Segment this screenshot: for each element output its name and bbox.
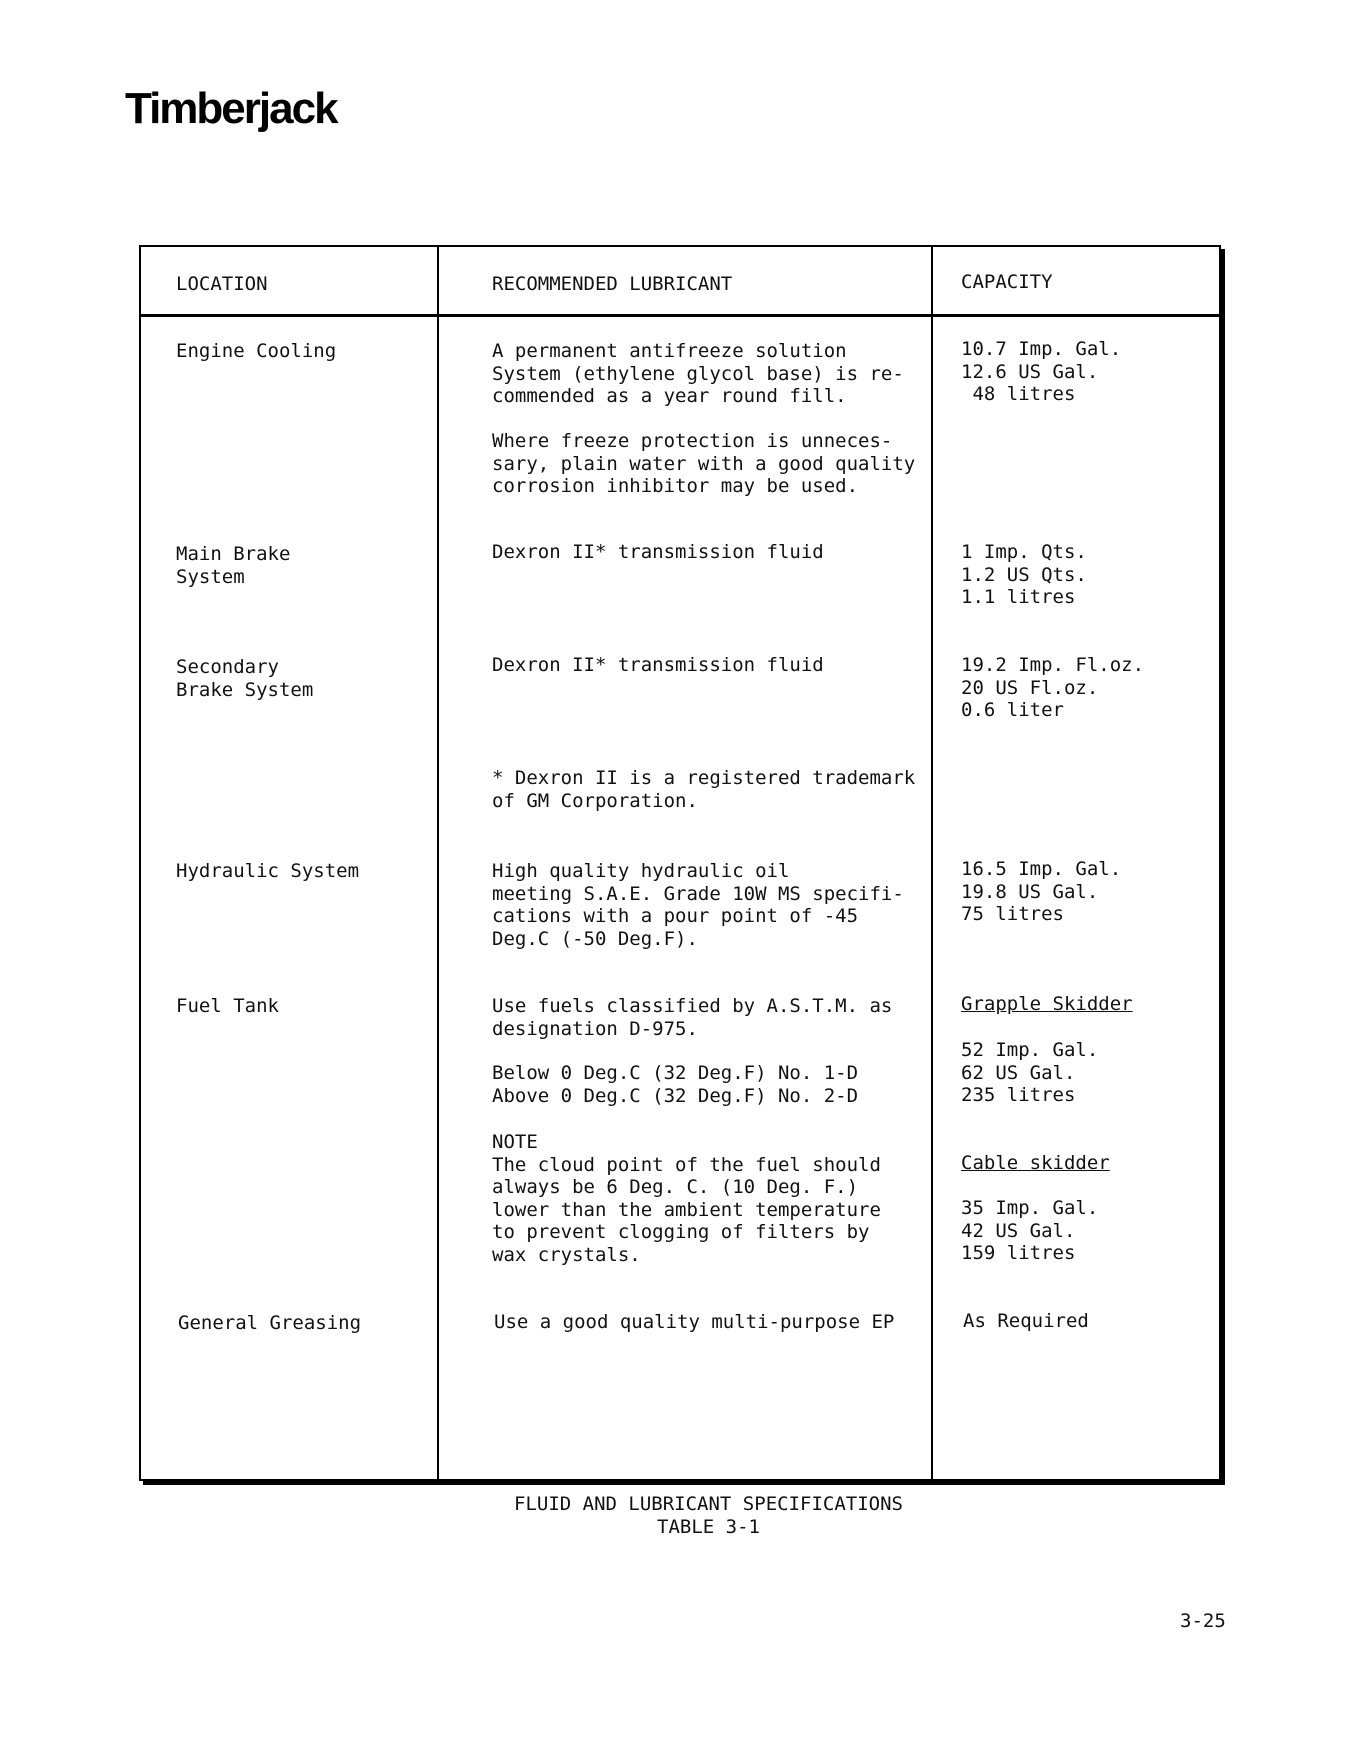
trademark-note: * Dexron II is a registered trademark of GM Corporation. — [492, 767, 916, 812]
capacity-cable-skidder: 35 Imp. Gal. 42 US Gal. 159 litres — [961, 1197, 1099, 1264]
lubricant-hydraulic: High quality hydraulic oil meeting S.A.E. Grade 10W MS specifi- cations with a pour point of -45 Deg.C (-50 Deg.F). — [492, 860, 904, 950]
header-location: LOCATION — [176, 273, 268, 295]
location-engine-cooling: Engine Cooling — [176, 340, 337, 362]
capacity-grapple-skidder: 52 Imp. Gal. 62 US Gal. 235 litres — [961, 1039, 1099, 1106]
column-divider — [931, 247, 933, 1479]
capacity-hydraulic: 16.5 Imp. Gal. 19.8 US Gal. 75 litres — [961, 858, 1122, 925]
lubricant-fuel-note: NOTE The cloud point of the fuel should always be 6 Deg. C. (10 Deg. F.) lower than the ambient temperature to prevent clogging of filters by wax crystals. — [492, 1131, 881, 1266]
lubricant-main-brake: Dexron II* transmission fluid — [492, 541, 824, 563]
header-divider — [141, 314, 1219, 317]
header-capacity: CAPACITY — [961, 271, 1053, 293]
location-secondary-brake: Secondary Brake System — [176, 656, 314, 701]
capacity-cable-heading: Cable skidder — [961, 1152, 1110, 1174]
location-hydraulic: Hydraulic System — [176, 860, 360, 882]
lubricant-engine-cooling-note: Where freeze protection is unneces- sary, plain water with a good quality corrosion inhibitor may be used. — [492, 430, 916, 497]
location-fuel-tank: Fuel Tank — [176, 995, 279, 1017]
lubricant-general-greasing: Use a good quality multi-purpose EP — [494, 1311, 895, 1333]
lubricant-fuel-grades: Below 0 Deg.C (32 Deg.F) No. 1-D Above 0 Deg.C (32 Deg.F) No. 2-D — [492, 1062, 859, 1107]
location-general-greasing: General Greasing — [178, 1312, 362, 1334]
capacity-secondary-brake: 19.2 Imp. Fl.oz. 20 US Fl.oz. 0.6 liter — [961, 654, 1145, 721]
location-main-brake: Main Brake System — [176, 543, 291, 588]
table-caption-number: TABLE 3-1 — [657, 1516, 760, 1538]
lubricant-engine-cooling: A permanent antifreeze solution System (ethylene glycol base) is re- commended as a year round fill. — [492, 340, 904, 407]
capacity-main-brake: 1 Imp. Qts. 1.2 US Qts. 1.1 litres — [961, 541, 1087, 608]
page-number: 3-25 — [1180, 1610, 1226, 1632]
lubricant-spec-table — [139, 245, 1221, 1481]
lubricant-fuel-tank: Use fuels classified by A.S.T.M. as designation D-975. — [492, 995, 893, 1040]
lubricant-secondary-brake: Dexron II* transmission fluid — [492, 654, 824, 676]
capacity-grapple-heading: Grapple Skidder — [961, 993, 1133, 1015]
column-divider — [437, 247, 439, 1479]
capacity-engine-cooling: 10.7 Imp. Gal. 12.6 US Gal. 48 litres — [961, 338, 1122, 405]
brand-logo: Timberjack — [125, 84, 337, 133]
capacity-general-greasing: As Required — [963, 1310, 1089, 1332]
header-lubricant: RECOMMENDED LUBRICANT — [492, 273, 733, 295]
table-caption-title: FLUID AND LUBRICANT SPECIFICATIONS — [514, 1493, 903, 1515]
